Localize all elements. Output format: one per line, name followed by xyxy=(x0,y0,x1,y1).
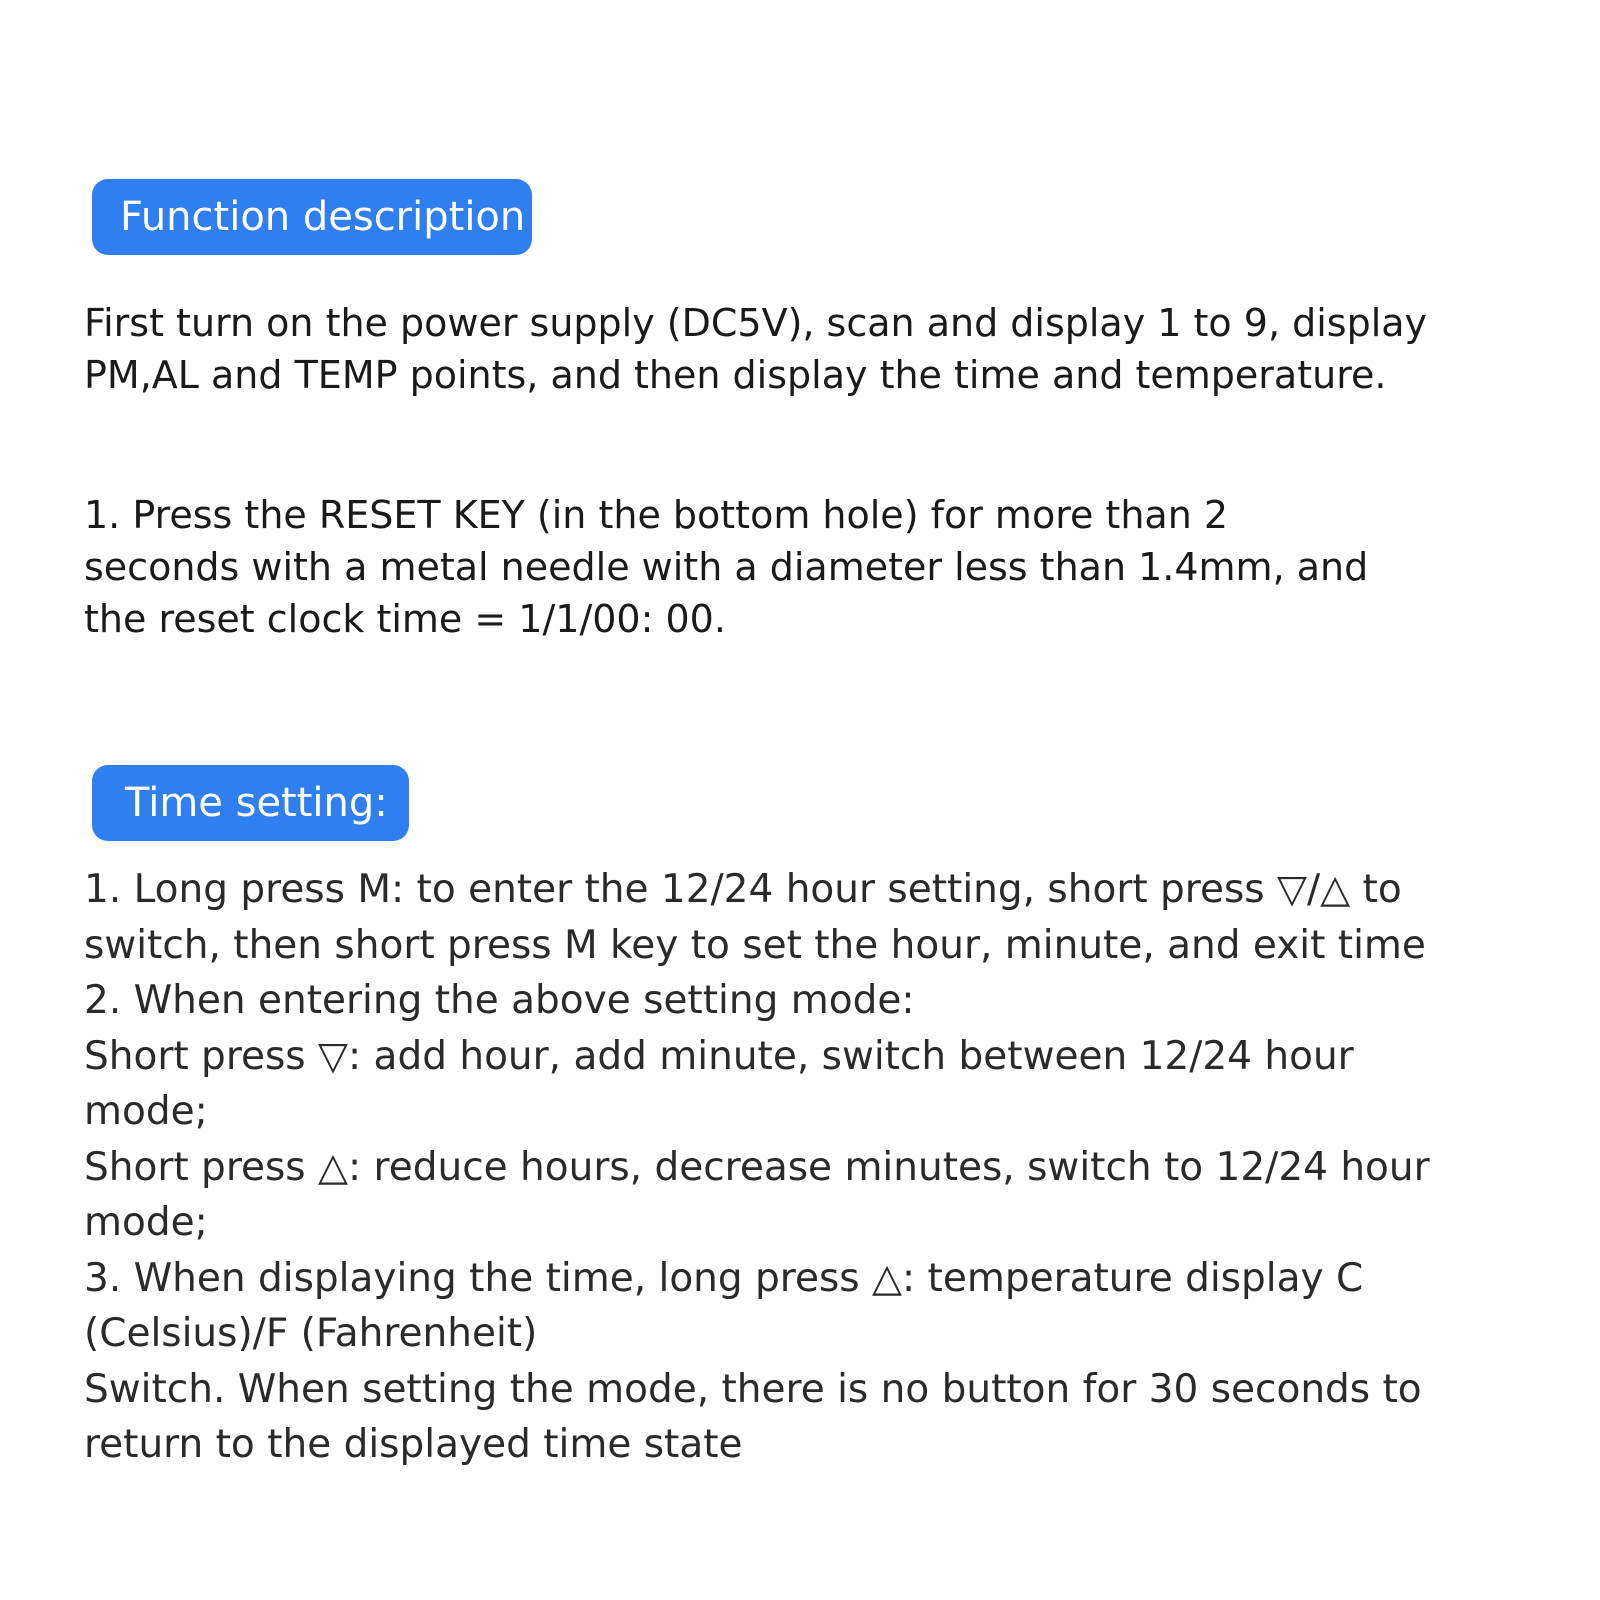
instruction-line: mode; xyxy=(84,1089,208,1134)
instruction-line: 1. Long press M: to enter the 12/24 hour setting, short press ▽/△ to xyxy=(84,867,1402,912)
intro-line: First turn on the power supply (DC5V), scan and display 1 to 9, display xyxy=(84,301,1428,345)
function-description-heading: Function description xyxy=(92,179,532,255)
reset-paragraph xyxy=(84,489,1564,645)
instruction-line: Short press △: reduce hours, decrease minutes, switch to 12/24 hour xyxy=(84,1144,1430,1190)
instruction-line: return to the displayed time state xyxy=(84,1422,743,1467)
reset-line: seconds with a metal needle with a diameter less than 1.4mm, and xyxy=(84,545,1369,589)
instruction-line: mode; xyxy=(84,1200,208,1245)
instruction-line: 2. When entering the above setting mode: xyxy=(84,978,915,1023)
reset-line: the reset clock time = 1/1/00: 00. xyxy=(84,597,726,641)
time-setting-heading: Time setting: xyxy=(92,765,409,841)
instruction-line: 3. When displaying the time, long press △: temperature display C xyxy=(84,1255,1364,1301)
intro-line: PM,AL and TEMP points, and then display the time and temperature. xyxy=(84,353,1387,397)
instruction-line: Switch. When setting the mode, there is no button for 30 seconds to xyxy=(84,1366,1422,1412)
instruction-line: (Celsius)/F (Fahrenheit) xyxy=(84,1311,538,1356)
reset-line: 1. Press the RESET KEY (in the bottom hole) for more than 2 xyxy=(84,493,1229,537)
instruction-line: Short press ▽: add hour, add minute, switch between 12/24 hour xyxy=(84,1033,1354,1079)
instruction-line: switch, then short press M key to set the hour, minute, and exit time xyxy=(84,922,1426,968)
intro-paragraph xyxy=(84,297,1564,401)
time-setting-instructions xyxy=(84,862,1564,1473)
